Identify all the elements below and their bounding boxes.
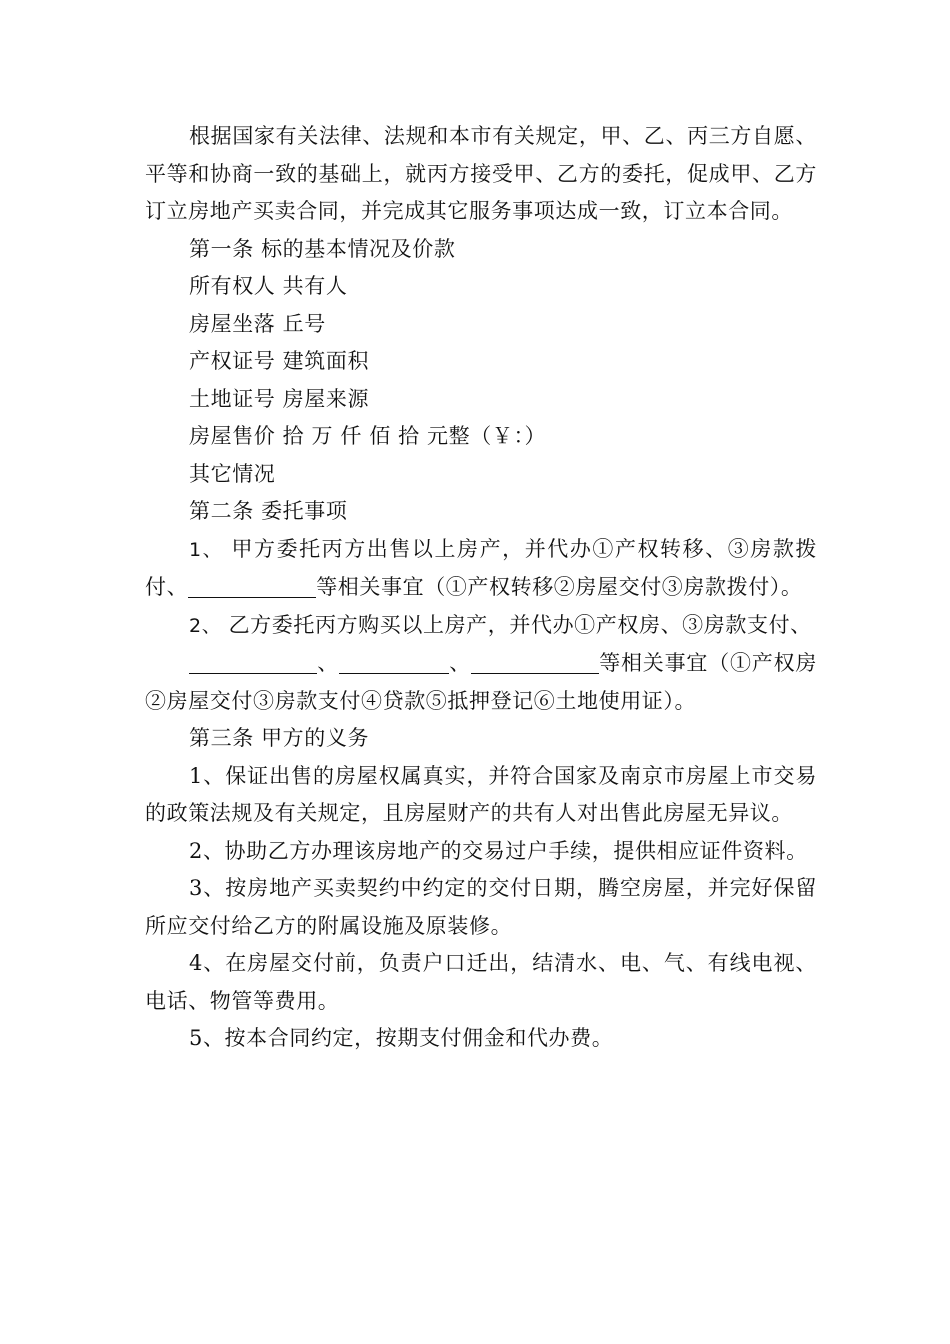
location-line: 房屋坐落 丘号 <box>189 311 326 336</box>
contract-body <box>145 118 817 1058</box>
certificate-line: 产权证号 建筑面积 <box>189 349 370 373</box>
item-number: 1、 <box>189 538 224 561</box>
article-3-item-5: 5、按本合同约定，按期支付佣金和代办费。 <box>189 1026 614 1050</box>
item-1-text-a: 甲方委托丙方出售以上房产，并代办①产权转移、③房款拨付、 <box>145 536 817 599</box>
land-certificate-line: 土地证号 房屋来源 <box>189 386 370 411</box>
item-1-text-b: 等相关事宜（①产权转移②房屋交付③房款拨付）。 <box>316 575 803 599</box>
blank-field[interactable] <box>339 651 449 674</box>
article-2-item-1 <box>145 531 817 607</box>
price-line: 房屋售价 拾 万 仟 佰 拾 元整（￥：） <box>189 424 547 448</box>
item-number: 2、 <box>189 614 222 637</box>
article-2-title: 第二条 委托事项 <box>189 499 348 523</box>
article-3-item-2: 2、协助乙方办理该房地产的交易过户手续，提供相应证件资料。 <box>189 838 808 863</box>
blank-field[interactable] <box>471 651 599 674</box>
owner-line: 所有权人 共有人 <box>189 274 348 298</box>
other-info-line: 其它情况 <box>189 461 276 486</box>
intro-paragraph: 根据国家有关法律、法规和本市有关规定，甲、乙、丙三方自愿、平等和协商一致的基础上，就丙方接受甲、乙方的委托，促成甲、乙方订立房地产买卖合同，并完成其它服务事项达成一致，订立本合同。 <box>145 124 817 223</box>
article-2-item-2-continued <box>145 645 817 720</box>
article-1-title: 第一条 标的基本情况及价款 <box>189 236 456 261</box>
blank-field[interactable] <box>188 575 316 598</box>
article-3-item-3: 3、按房地产买卖契约中约定的交付日期，腾空房屋，并完好保留所应交付给乙方的附属设施及原装修。 <box>145 876 817 938</box>
separator: 、 <box>317 651 339 675</box>
article-3-item-1: 1、保证出售的房屋权属真实，并符合国家及南京市房屋上市交易的政策法规及有关规定，且房屋财产的共有人对出售此房屋无异议。 <box>145 763 817 825</box>
item-2-text-a: 乙方委托丙方购买以上房产，并代办①产权房、③房款支付、 <box>228 612 812 637</box>
article-3-title: 第三条 甲方的义务 <box>189 726 370 750</box>
item-2-text-b: 等相关事宜（①产权房②房屋交付③房款支付④贷款⑤抵押登记⑥土地使用证）。 <box>145 651 817 713</box>
article-3-item-4: 4、在房屋交付前，负责户口迁出，结清水、电、气、有线电视、电话、物管等费用。 <box>145 951 817 1013</box>
article-2-item-2 <box>145 607 817 646</box>
blank-field[interactable] <box>189 651 317 674</box>
separator: 、 <box>449 651 471 675</box>
